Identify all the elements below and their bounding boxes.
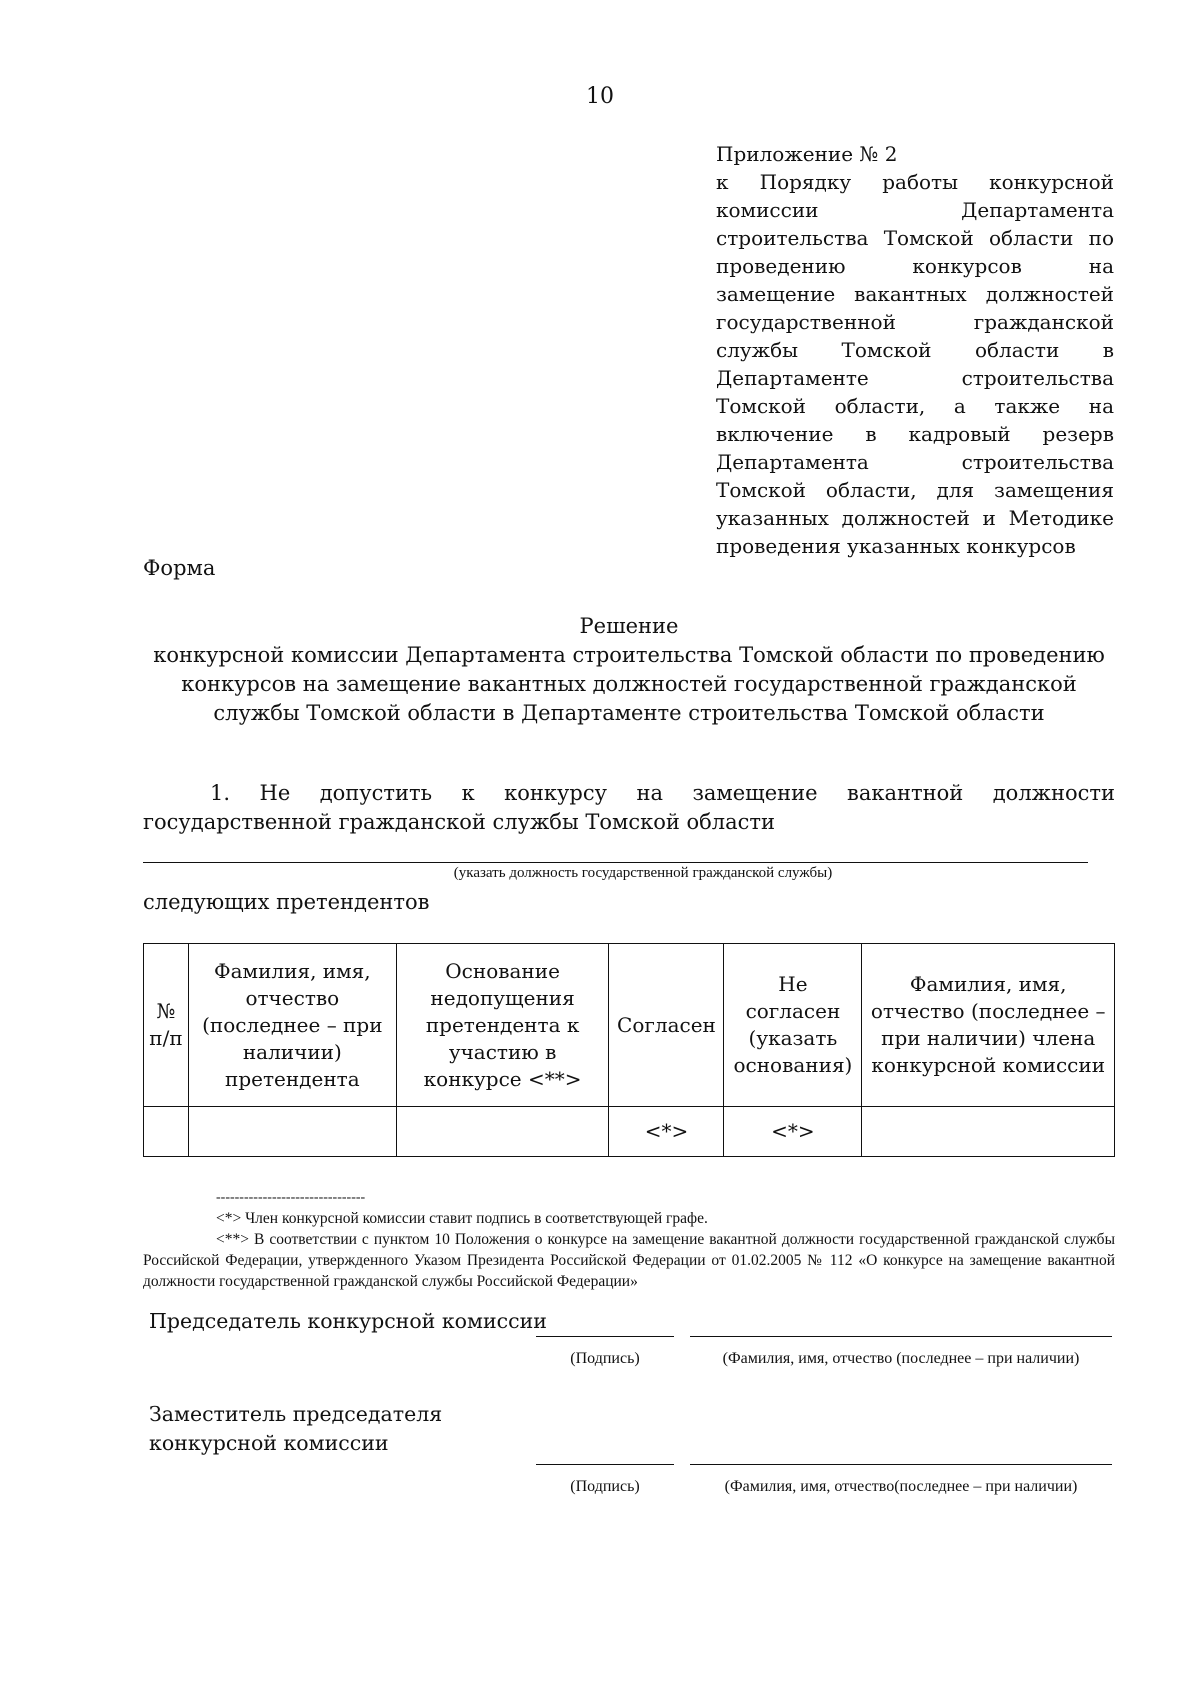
chairman-name-line[interactable] xyxy=(690,1336,1112,1337)
page-number: 10 xyxy=(586,84,614,109)
table-row xyxy=(144,1107,1115,1157)
deputy-signature-line[interactable] xyxy=(536,1464,674,1465)
deputy-name-line[interactable] xyxy=(690,1464,1112,1465)
deputy-name-caption: (Фамилия, имя, отчество(последнее – при наличии) xyxy=(724,1478,1078,1495)
chairman-signature-line[interactable] xyxy=(536,1336,674,1337)
header-rejection-reason: Основание недопущения претендента к участию в конкурсе <**> xyxy=(396,944,609,1107)
appendix-block xyxy=(716,140,1114,560)
footnote-2: <**> В соответствии с пунктом 10 Положения о конкурсе на замещение вакантной должности государственной гражданской службы Российской Федерации, утвержденного Указом Президента Российской Федерации от 01.02.2005 № 112 «О конкурсе на замещение вакантной должности государственной гражданской службы Российской Федерации» xyxy=(143,1231,1115,1290)
decision-heading xyxy=(143,612,1115,728)
chairman-label: Председатель конкурсной комиссии xyxy=(149,1309,547,1333)
cell-disagree[interactable]: <*> xyxy=(724,1107,862,1157)
header-member-name: Фамилия, имя, отчество (последнее – при наличии) члена конкурсной комиссии xyxy=(862,944,1115,1107)
position-fill-line xyxy=(143,862,1088,863)
deputy-signature-caption: (Подпись) xyxy=(570,1478,640,1495)
deputy-label xyxy=(149,1400,442,1458)
cell-number[interactable] xyxy=(144,1107,189,1157)
decision-title: Решение xyxy=(579,614,679,638)
header-candidate-name: Фамилия, имя, отчество (последнее – при наличии) претендента xyxy=(188,944,396,1107)
table-header-row xyxy=(144,944,1115,1107)
candidates-table xyxy=(143,943,1115,1157)
following-candidates: следующих претендентов xyxy=(143,890,430,914)
decision-subtitle: конкурсной комиссии Департамента строительства Томской области по проведению конкурсов на замещение вакантных должностей государственной гражданской службы Томской области в Департаменте строительства Томской области xyxy=(153,643,1105,725)
cell-agree[interactable]: <*> xyxy=(609,1107,724,1157)
cell-rejection-reason[interactable] xyxy=(396,1107,609,1157)
appendix-title: Приложение № 2 xyxy=(716,142,898,166)
footnote-separator: -------------------------------- xyxy=(216,1190,366,1205)
footnotes xyxy=(143,1208,1115,1292)
appendix-text: к Порядку работы конкурсной комиссии Департамента строительства Томской области по проведению конкурсов на замещение вакантных должностей государственной гражданской службы Томской области в Департаменте строительства Томской области, а также на включение в кадровый резерв Департамента строительства Томской области, для замещения указанных должностей и Методике проведения указанных конкурсов xyxy=(716,170,1114,558)
footnote-1: <*> Член конкурсной комиссии ставит подпись в соответствующей графе. xyxy=(216,1210,708,1227)
cell-candidate-name[interactable] xyxy=(188,1107,396,1157)
paragraph-1: 1. Не допустить к конкурсу на замещение вакантной должности государственной гражданской службы Томской области xyxy=(143,781,1115,834)
position-hint: (указать должность государственной гражданской службы) xyxy=(453,865,833,881)
deputy-label-line1: Заместитель председателя xyxy=(149,1402,443,1426)
chairman-signature-caption: (Подпись) xyxy=(570,1350,640,1367)
header-disagree: Не согласен (указать основания) xyxy=(724,944,862,1107)
cell-member-name[interactable] xyxy=(862,1107,1115,1157)
form-label: Форма xyxy=(143,556,216,580)
header-number: № п/п xyxy=(144,944,189,1107)
chairman-name-caption: (Фамилия, имя, отчество (последнее – при наличии) xyxy=(722,1350,1080,1367)
deputy-label-line2: конкурсной комиссии xyxy=(149,1431,389,1455)
header-agree: Согласен xyxy=(609,944,724,1107)
